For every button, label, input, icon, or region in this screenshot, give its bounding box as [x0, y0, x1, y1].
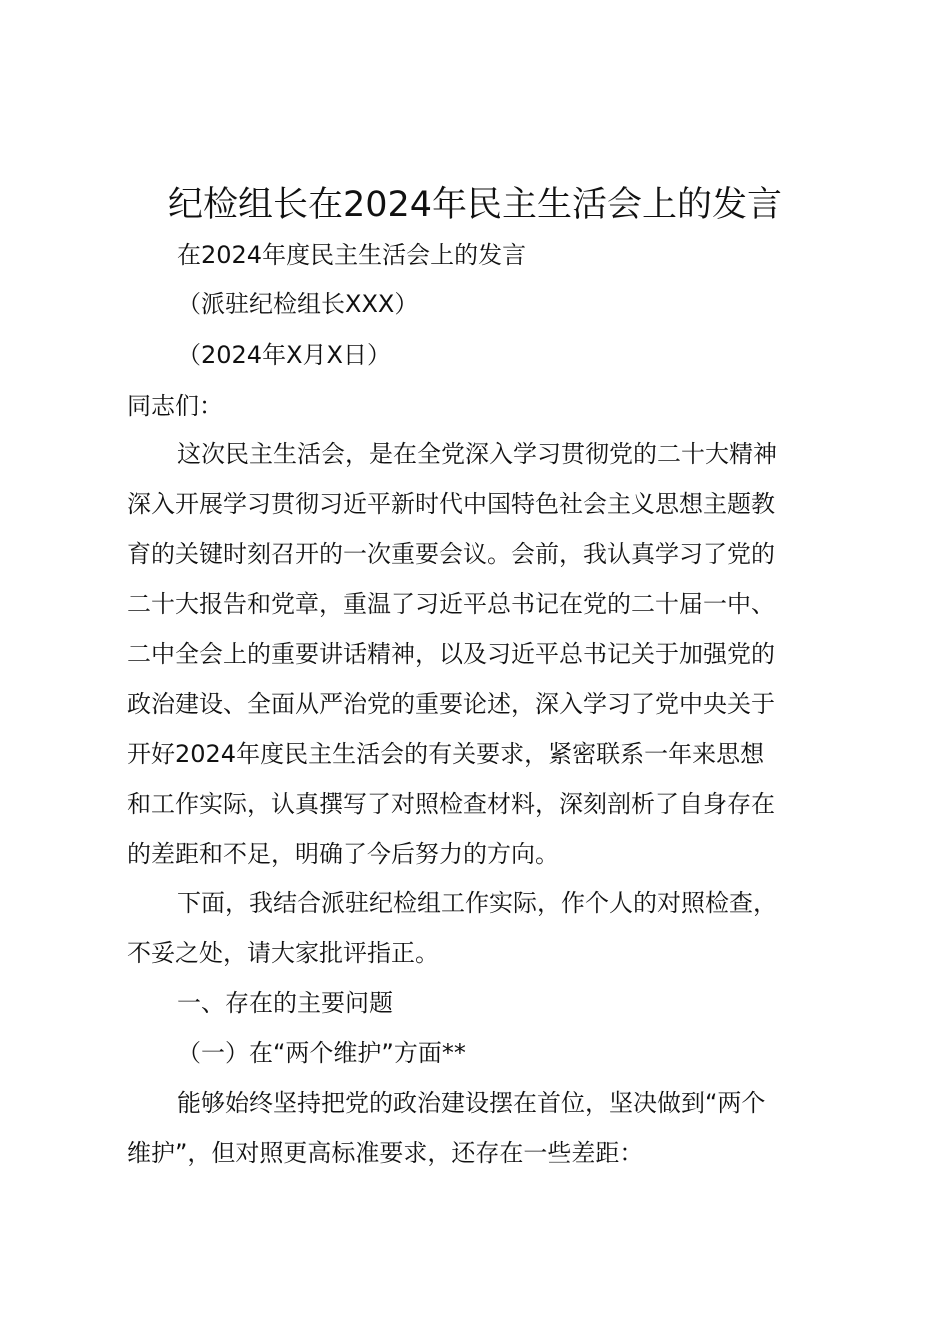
document-subtitle: 在2024年度民主生活会上的发言 [177, 241, 527, 269]
paragraph2-line: 下面，我结合派驻纪检组工作实际，作个人的对照检查， [177, 889, 777, 917]
salutation: 同志们： [127, 392, 223, 420]
speaker-line: （派驻纪检组长XXX） [177, 290, 419, 318]
paragraph1-line: 的差距和不足，明确了今后努力的方向。 [127, 840, 559, 868]
paragraph1-line: 二十大报告和党章，重温了习近平总书记在党的二十届一中、 [127, 590, 775, 618]
paragraph2-line: 不妥之处，请大家批评指正。 [127, 939, 439, 967]
paragraph1-line: 这次民主生活会，是在全党深入学习贯彻党的二十大精神 [177, 440, 777, 468]
section-heading: 一、存在的主要问题 [177, 989, 393, 1017]
paragraph1-line: 开好2024年度民主生活会的有关要求，紧密联系一年来思想 [127, 740, 765, 768]
date-line: （2024年X月X日） [177, 341, 391, 369]
paragraph1-line: 育的关键时刻召开的一次重要会议。会前，我认真学习了党的 [127, 540, 775, 568]
subsection-heading: （一）在“两个维护”方面** [177, 1039, 466, 1067]
paragraph1-line: 政治建设、全面从严治党的重要论述，深入学习了党中央关于 [127, 690, 775, 718]
paragraph3-line: 维护”，但对照更高标准要求，还存在一些差距： [127, 1139, 644, 1167]
paragraph1-line: 和工作实际，认真撰写了对照检查材料，深刻剖析了自身存在 [127, 790, 775, 818]
document-title: 纪检组长在2024年民主生活会上的发言 [167, 185, 783, 225]
paragraph1-line: 二中全会上的重要讲话精神，以及习近平总书记关于加强党的 [127, 640, 775, 668]
paragraph3-line: 能够始终坚持把党的政治建设摆在首位，坚决做到“两个 [177, 1089, 766, 1117]
paragraph1-line: 深入开展学习贯彻习近平新时代中国特色社会主义思想主题教 [127, 490, 775, 518]
